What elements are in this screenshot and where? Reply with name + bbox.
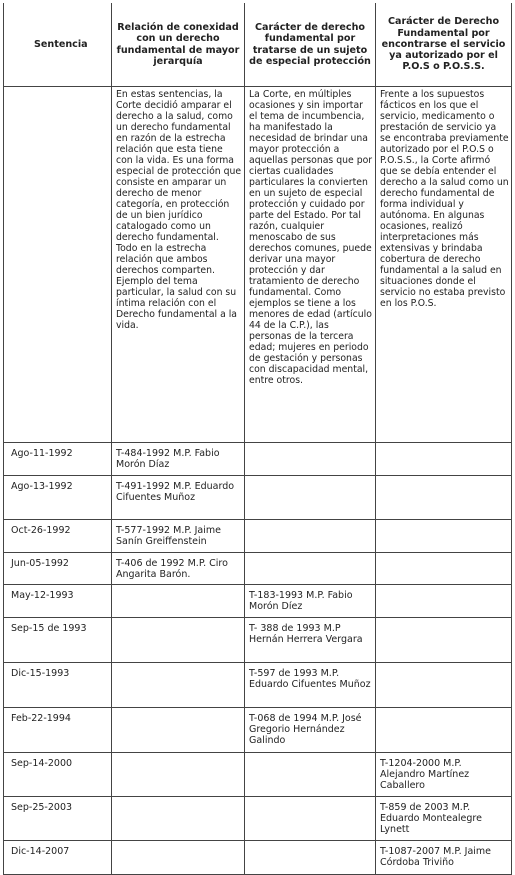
row-date: Dic-15-1993 bbox=[4, 663, 112, 708]
row-sujeto-case bbox=[245, 476, 376, 520]
table-row bbox=[4, 841, 512, 875]
row-conexidad-case bbox=[112, 841, 245, 875]
row-date: Jun-05-1992 bbox=[4, 553, 112, 585]
row-conexidad-case: T-577-1992 M.P. Jaime Sanín Greiffenstein bbox=[112, 520, 245, 553]
table-row bbox=[4, 443, 512, 476]
header-sentencia: Sentencia bbox=[4, 3, 112, 87]
row-date: Ago-11-1992 bbox=[4, 443, 112, 476]
row-autorizado-case bbox=[376, 585, 512, 618]
row-conexidad-case bbox=[112, 753, 245, 797]
row-date: Ago-13-1992 bbox=[4, 476, 112, 520]
table-row bbox=[4, 476, 512, 520]
row-sujeto-case bbox=[245, 553, 376, 585]
row-autorizado-case bbox=[376, 618, 512, 663]
description-row bbox=[4, 87, 512, 443]
row-autorizado-case bbox=[376, 443, 512, 476]
sentencias-table bbox=[3, 3, 512, 875]
row-date: Dic-14-2007 bbox=[4, 841, 112, 875]
row-autorizado-case: T-1087-2007 M.P. Jaime Córdoba Triviño bbox=[376, 841, 512, 875]
description-sujeto-especial: La Corte, en múltiples ocasiones y sin importar el tema de incumbencia, ha manifestado la necesidad de brindar una mayor protección a aquellas personas que por ciertas cualidades particulares la convierten en un sujeto de especial protección y cuidado por parte del Estado. Por tal razón, cualquier menoscabo de sus derechos comunes, puede derivar una mayor protección y dar tratamiento de derecho fundamental. Como ejemplos se tiene a los menores de edad (artículo 44 de la C.P.), las personas de la tercera edad; mujeres en periodo de gestación y personas con discapacidad mental, entre otros. bbox=[245, 87, 376, 443]
row-date: Feb-22-1994 bbox=[4, 708, 112, 753]
table-row bbox=[4, 663, 512, 708]
table-row bbox=[4, 753, 512, 797]
row-autorizado-case bbox=[376, 520, 512, 553]
row-autorizado-case bbox=[376, 663, 512, 708]
row-sujeto-case: T- 388 de 1993 M.P Hernán Herrera Vergara bbox=[245, 618, 376, 663]
header-sujeto-especial: Carácter de derecho fundamental por tratarse de un sujeto de especial protección bbox=[245, 3, 376, 87]
table-row bbox=[4, 520, 512, 553]
row-conexidad-case bbox=[112, 663, 245, 708]
header-servicio-autorizado: Carácter de Derecho Fundamental por encontrarse el servicio ya autorizado por el P.O.S o P.O.S.S. bbox=[376, 3, 512, 87]
row-date: Sep-14-2000 bbox=[4, 753, 112, 797]
header-row bbox=[4, 3, 512, 87]
row-date: Sep-25-2003 bbox=[4, 797, 112, 841]
description-sentencia bbox=[4, 87, 112, 443]
row-sujeto-case: T-597 de 1993 M.P. Eduardo Cifuentes Muñoz bbox=[245, 663, 376, 708]
row-conexidad-case: T-491-1992 M.P. Eduardo Cifuentes Muñoz bbox=[112, 476, 245, 520]
row-autorizado-case bbox=[376, 553, 512, 585]
table-row bbox=[4, 708, 512, 753]
table-row bbox=[4, 553, 512, 585]
row-autorizado-case: T-859 de 2003 M.P. Eduardo Montealegre Lynett bbox=[376, 797, 512, 841]
row-sujeto-case: T-068 de 1994 M.P. José Gregorio Hernández Galindo bbox=[245, 708, 376, 753]
table-header bbox=[4, 3, 512, 87]
table-row bbox=[4, 797, 512, 841]
row-conexidad-case bbox=[112, 585, 245, 618]
row-conexidad-case: T-406 de 1992 M.P. Ciro Angarita Barón. bbox=[112, 553, 245, 585]
row-autorizado-case bbox=[376, 708, 512, 753]
row-conexidad-case bbox=[112, 618, 245, 663]
description-conexidad: En estas sentencias, la Corte decidió amparar el derecho a la salud, como un derecho fundamental en razón de la estrecha relación que esta tiene con la vida. Es una forma especial de protección que consiste en amparar un derecho de menor categoría, en protección de un bien jurídico catalogado como un derecho fundamental. Todo en la estrecha relación que ambos derechos comparten. Ejemplo del tema particular, la salud con su íntima relación con el Derecho fundamental a la vida. bbox=[112, 87, 245, 443]
row-autorizado-case: T-1204-2000 M.P. Alejandro Martínez Caballero bbox=[376, 753, 512, 797]
row-sujeto-case bbox=[245, 753, 376, 797]
header-conexidad: Relación de conexidad con un derecho fundamental de mayor jerarquía bbox=[112, 3, 245, 87]
row-sujeto-case bbox=[245, 443, 376, 476]
row-date: Sep-15 de 1993 bbox=[4, 618, 112, 663]
table-row bbox=[4, 585, 512, 618]
row-date: Oct-26-1992 bbox=[4, 520, 112, 553]
description-servicio-autorizado: Frente a los supuestos fácticos en los que el servicio, medicamento o prestación de servicio ya se encontraba previamente autorizado por el P.O.S o P.O.S.S., la Corte afirmó que se debía entender el derecho a la salud como un derecho fundamental de forma individual y autónoma. En algunas ocasiones, realizó interpretaciones más extensivas y brindaba cobertura de derecho fundamental a la salud en situaciones donde el servicio no estaba previsto en los P.O.S. bbox=[376, 87, 512, 443]
row-conexidad-case: T-484-1992 M.P. Fabio Morón Díaz bbox=[112, 443, 245, 476]
table-body bbox=[4, 87, 512, 875]
table-row bbox=[4, 618, 512, 663]
row-sujeto-case: T-183-1993 M.P. Fabio Morón Díez bbox=[245, 585, 376, 618]
row-sujeto-case bbox=[245, 520, 376, 553]
row-conexidad-case bbox=[112, 797, 245, 841]
row-date: May-12-1993 bbox=[4, 585, 112, 618]
row-conexidad-case bbox=[112, 708, 245, 753]
row-sujeto-case bbox=[245, 841, 376, 875]
row-autorizado-case bbox=[376, 476, 512, 520]
row-sujeto-case bbox=[245, 797, 376, 841]
